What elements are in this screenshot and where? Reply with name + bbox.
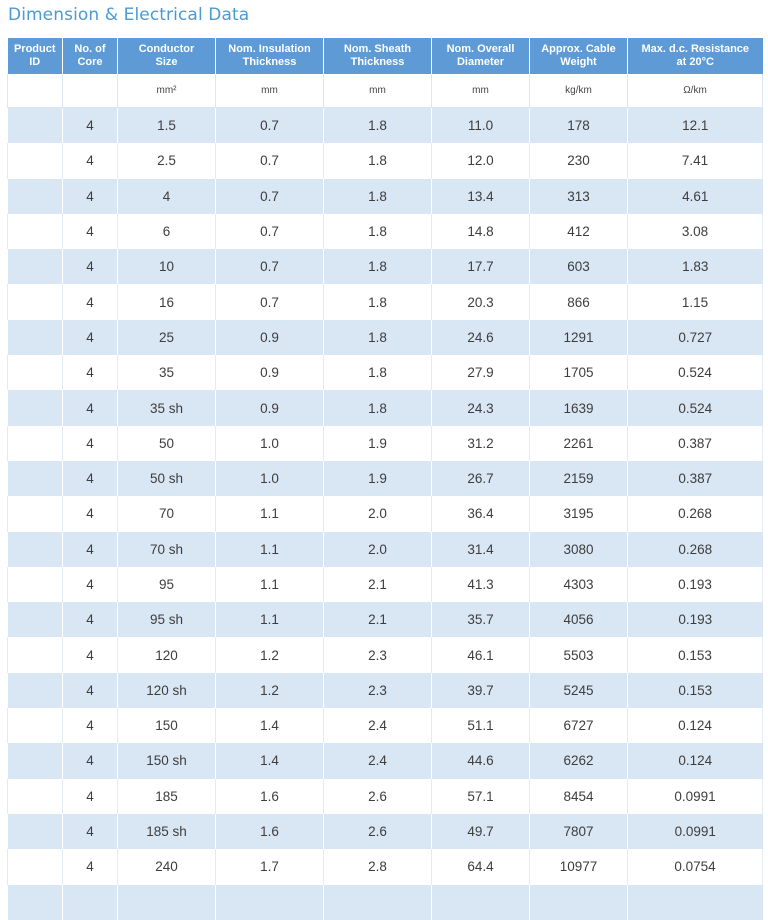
table-cell: 4 bbox=[63, 708, 118, 743]
table-row bbox=[8, 214, 763, 249]
table-row bbox=[8, 249, 763, 284]
table-cell: 120 bbox=[118, 637, 216, 672]
table-cell bbox=[8, 461, 63, 496]
table-cell bbox=[530, 885, 628, 920]
table-row bbox=[8, 673, 763, 708]
table-cell: 4 bbox=[63, 637, 118, 672]
table-cell: 0.7 bbox=[216, 108, 324, 144]
table-cell: 4 bbox=[118, 179, 216, 214]
table-cell: 1.2 bbox=[216, 673, 324, 708]
table-cell: 0.268 bbox=[628, 496, 763, 531]
unit-cell: mm bbox=[216, 74, 324, 108]
table-cell: 0.9 bbox=[216, 355, 324, 390]
table-cell bbox=[8, 708, 63, 743]
table-cell bbox=[8, 779, 63, 814]
table-cell: 1.15 bbox=[628, 284, 763, 319]
table-cell: 1.0 bbox=[216, 426, 324, 461]
table-cell: 1639 bbox=[530, 390, 628, 425]
table-cell: 0.9 bbox=[216, 320, 324, 355]
table-cell: 1.9 bbox=[324, 461, 432, 496]
header-sheath-thickness: Nom. Sheath Thickness bbox=[324, 38, 432, 74]
table-cell: 4 bbox=[63, 496, 118, 531]
table-cell: 44.6 bbox=[432, 743, 530, 778]
table-row bbox=[8, 355, 763, 390]
table-cell: 0.153 bbox=[628, 637, 763, 672]
table-cell: 0.124 bbox=[628, 708, 763, 743]
table-cell: 7.41 bbox=[628, 143, 763, 178]
table-cell: 0.153 bbox=[628, 673, 763, 708]
table-cell bbox=[8, 143, 63, 178]
table-cell: 1.1 bbox=[216, 602, 324, 637]
table-row bbox=[8, 390, 763, 425]
table-cell bbox=[8, 496, 63, 531]
unit-cell: kg/km bbox=[530, 74, 628, 108]
table-cell: 51.1 bbox=[432, 708, 530, 743]
table-row bbox=[8, 284, 763, 319]
table-cell: 35.7 bbox=[432, 602, 530, 637]
table-cell bbox=[8, 743, 63, 778]
table-cell: 1.5 bbox=[118, 108, 216, 144]
table-cell bbox=[8, 567, 63, 602]
table-cell bbox=[8, 320, 63, 355]
table-cell: 4 bbox=[63, 567, 118, 602]
table-cell: 17.7 bbox=[432, 249, 530, 284]
table-row bbox=[8, 885, 763, 920]
table-cell: 1.4 bbox=[216, 708, 324, 743]
table-row bbox=[8, 426, 763, 461]
table-cell bbox=[8, 214, 63, 249]
table-cell: 14.8 bbox=[432, 214, 530, 249]
header-insulation-thickness: Nom. Insulation Thickness bbox=[216, 38, 324, 74]
unit-cell: mm bbox=[432, 74, 530, 108]
unit-cell bbox=[8, 74, 63, 108]
table-cell: 2.0 bbox=[324, 532, 432, 567]
table-cell bbox=[118, 885, 216, 920]
table-cell bbox=[8, 673, 63, 708]
table-cell: 2261 bbox=[530, 426, 628, 461]
header-row bbox=[8, 38, 763, 74]
table-cell: 4056 bbox=[530, 602, 628, 637]
table-cell: 46.1 bbox=[432, 637, 530, 672]
table-cell: 1291 bbox=[530, 320, 628, 355]
table-row bbox=[8, 567, 763, 602]
table-cell: 0.7 bbox=[216, 249, 324, 284]
table-cell: 2.6 bbox=[324, 814, 432, 849]
table-row bbox=[8, 461, 763, 496]
table-cell: 4 bbox=[63, 743, 118, 778]
table-cell: 41.3 bbox=[432, 567, 530, 602]
table-row bbox=[8, 814, 763, 849]
table-cell bbox=[8, 284, 63, 319]
table-cell bbox=[8, 602, 63, 637]
table-cell: 1.9 bbox=[324, 426, 432, 461]
table-cell: 4 bbox=[63, 814, 118, 849]
table-row bbox=[8, 532, 763, 567]
table-cell: 20.3 bbox=[432, 284, 530, 319]
table-cell: 49.7 bbox=[432, 814, 530, 849]
table-cell: 0.7 bbox=[216, 214, 324, 249]
table-cell: 4 bbox=[63, 355, 118, 390]
table-cell: 4.61 bbox=[628, 179, 763, 214]
table-cell: 5245 bbox=[530, 673, 628, 708]
table-cell: 4 bbox=[63, 214, 118, 249]
table-cell: 1.0 bbox=[216, 461, 324, 496]
table-cell: 2.1 bbox=[324, 567, 432, 602]
table-cell: 5503 bbox=[530, 637, 628, 672]
table-cell: 0.7 bbox=[216, 284, 324, 319]
table-cell: 0.9 bbox=[216, 390, 324, 425]
table-cell: 150 bbox=[118, 708, 216, 743]
table-cell: 603 bbox=[530, 249, 628, 284]
header-cable-weight: Approx. Cable Weight bbox=[530, 38, 628, 74]
unit-cell: Ω/km bbox=[628, 74, 763, 108]
table-cell: 4 bbox=[63, 108, 118, 144]
table-cell bbox=[63, 885, 118, 920]
table-cell: 1.8 bbox=[324, 355, 432, 390]
table-row bbox=[8, 179, 763, 214]
table-cell: 4 bbox=[63, 390, 118, 425]
table-cell: 12.0 bbox=[432, 143, 530, 178]
table-row bbox=[8, 496, 763, 531]
table-cell: 1.2 bbox=[216, 637, 324, 672]
table-cell bbox=[8, 179, 63, 214]
table-cell bbox=[8, 426, 63, 461]
table-row bbox=[8, 637, 763, 672]
table-cell bbox=[8, 849, 63, 884]
table-cell: 0.193 bbox=[628, 602, 763, 637]
table-cell: 1705 bbox=[530, 355, 628, 390]
table-cell: 64.4 bbox=[432, 849, 530, 884]
table-row bbox=[8, 108, 763, 144]
table-row bbox=[8, 320, 763, 355]
table-cell: 39.7 bbox=[432, 673, 530, 708]
table-cell: 412 bbox=[530, 214, 628, 249]
table-cell bbox=[8, 637, 63, 672]
unit-cell bbox=[63, 74, 118, 108]
table-cell: 1.6 bbox=[216, 779, 324, 814]
header-overall-diameter: Nom. Overall Diameter bbox=[432, 38, 530, 74]
table-cell: 1.8 bbox=[324, 390, 432, 425]
table-cell: 0.727 bbox=[628, 320, 763, 355]
table-cell: 120 sh bbox=[118, 673, 216, 708]
table-cell bbox=[8, 885, 63, 920]
table-cell: 25 bbox=[118, 320, 216, 355]
table-cell: 95 sh bbox=[118, 602, 216, 637]
table-cell: 26.7 bbox=[432, 461, 530, 496]
table-cell: 0.0754 bbox=[628, 849, 763, 884]
table-cell: 4 bbox=[63, 143, 118, 178]
table-cell: 1.1 bbox=[216, 567, 324, 602]
table-cell bbox=[8, 390, 63, 425]
table-cell: 6727 bbox=[530, 708, 628, 743]
table-cell: 1.6 bbox=[216, 814, 324, 849]
table-cell: 13.4 bbox=[432, 179, 530, 214]
table-cell: 11.0 bbox=[432, 108, 530, 144]
table-cell: 1.8 bbox=[324, 320, 432, 355]
table-cell: 4 bbox=[63, 779, 118, 814]
table-cell: 6 bbox=[118, 214, 216, 249]
header-conductor-size: Conductor Size bbox=[118, 38, 216, 74]
table-cell: 4 bbox=[63, 284, 118, 319]
table-cell: 2.8 bbox=[324, 849, 432, 884]
table-cell: 10977 bbox=[530, 849, 628, 884]
table-cell: 0.124 bbox=[628, 743, 763, 778]
table-row bbox=[8, 743, 763, 778]
table-cell: 70 sh bbox=[118, 532, 216, 567]
table-cell bbox=[8, 108, 63, 144]
table-cell: 1.1 bbox=[216, 532, 324, 567]
table-cell: 1.1 bbox=[216, 496, 324, 531]
table-cell: 3.08 bbox=[628, 214, 763, 249]
table-cell: 12.1 bbox=[628, 108, 763, 144]
table-cell bbox=[8, 249, 63, 284]
table-cell: 27.9 bbox=[432, 355, 530, 390]
table-cell bbox=[8, 532, 63, 567]
table-cell: 35 bbox=[118, 355, 216, 390]
table-cell: 0.524 bbox=[628, 355, 763, 390]
table-cell: 4 bbox=[63, 426, 118, 461]
table-cell: 57.1 bbox=[432, 779, 530, 814]
table-cell: 1.8 bbox=[324, 214, 432, 249]
table-cell: 2.4 bbox=[324, 743, 432, 778]
table-cell: 2159 bbox=[530, 461, 628, 496]
table-cell: 1.8 bbox=[324, 179, 432, 214]
table-cell: 0.0991 bbox=[628, 779, 763, 814]
table-cell: 2.3 bbox=[324, 637, 432, 672]
table-cell: 1.8 bbox=[324, 143, 432, 178]
unit-cell: mm² bbox=[118, 74, 216, 108]
table-cell: 0.193 bbox=[628, 567, 763, 602]
table-cell: 7807 bbox=[530, 814, 628, 849]
table-cell: 0.387 bbox=[628, 426, 763, 461]
header-product-id: Product ID bbox=[8, 38, 63, 74]
page-title: Dimension & Electrical Data bbox=[8, 5, 250, 25]
table-cell: 0.7 bbox=[216, 179, 324, 214]
table-cell bbox=[8, 355, 63, 390]
table-cell: 1.8 bbox=[324, 108, 432, 144]
table-cell: 2.0 bbox=[324, 496, 432, 531]
table-cell: 16 bbox=[118, 284, 216, 319]
table-cell bbox=[216, 885, 324, 920]
unit-cell: mm bbox=[324, 74, 432, 108]
table-cell: 1.8 bbox=[324, 284, 432, 319]
table-cell: 866 bbox=[530, 284, 628, 319]
table-cell: 185 bbox=[118, 779, 216, 814]
table-row bbox=[8, 708, 763, 743]
table-cell: 1.83 bbox=[628, 249, 763, 284]
table-cell: 4 bbox=[63, 532, 118, 567]
table-row bbox=[8, 779, 763, 814]
table-cell: 8454 bbox=[530, 779, 628, 814]
header-no-of-core: No. of Core bbox=[63, 38, 118, 74]
table-cell bbox=[324, 885, 432, 920]
table-cell: 2.1 bbox=[324, 602, 432, 637]
table-cell: 3195 bbox=[530, 496, 628, 531]
table-cell: 31.2 bbox=[432, 426, 530, 461]
table-cell: 6262 bbox=[530, 743, 628, 778]
table-cell: 1.7 bbox=[216, 849, 324, 884]
table-cell: 70 bbox=[118, 496, 216, 531]
table-cell: 36.4 bbox=[432, 496, 530, 531]
table-cell: 31.4 bbox=[432, 532, 530, 567]
table-cell bbox=[432, 885, 530, 920]
table-cell: 1.8 bbox=[324, 249, 432, 284]
table-cell: 2.4 bbox=[324, 708, 432, 743]
table-cell: 1.4 bbox=[216, 743, 324, 778]
table-cell: 4 bbox=[63, 179, 118, 214]
table-cell: 150 sh bbox=[118, 743, 216, 778]
table-cell: 24.6 bbox=[432, 320, 530, 355]
table-cell bbox=[8, 814, 63, 849]
table-cell: 2.5 bbox=[118, 143, 216, 178]
table-cell bbox=[628, 885, 763, 920]
table-cell: 2.6 bbox=[324, 779, 432, 814]
table-cell: 95 bbox=[118, 567, 216, 602]
table-cell: 185 sh bbox=[118, 814, 216, 849]
dimension-electrical-table bbox=[7, 38, 763, 920]
table-cell: 2.3 bbox=[324, 673, 432, 708]
table-cell: 4 bbox=[63, 320, 118, 355]
table-cell: 35 sh bbox=[118, 390, 216, 425]
table-cell: 4 bbox=[63, 673, 118, 708]
table-cell: 0.524 bbox=[628, 390, 763, 425]
table-cell: 4 bbox=[63, 849, 118, 884]
table-cell: 230 bbox=[530, 143, 628, 178]
table-cell: 50 bbox=[118, 426, 216, 461]
table-cell: 10 bbox=[118, 249, 216, 284]
table-cell: 4 bbox=[63, 461, 118, 496]
table-cell: 178 bbox=[530, 108, 628, 144]
units-row bbox=[8, 74, 763, 108]
table-body bbox=[8, 108, 763, 920]
table-row bbox=[8, 602, 763, 637]
table-cell: 3080 bbox=[530, 532, 628, 567]
table-cell: 50 sh bbox=[118, 461, 216, 496]
table-row bbox=[8, 143, 763, 178]
table-cell: 0.7 bbox=[216, 143, 324, 178]
table-cell: 313 bbox=[530, 179, 628, 214]
table-row bbox=[8, 849, 763, 884]
header-dc-resistance: Max. d.c. Resistance at 20°C bbox=[628, 38, 763, 74]
table-cell: 4 bbox=[63, 602, 118, 637]
table-cell: 4 bbox=[63, 249, 118, 284]
table-cell: 0.0991 bbox=[628, 814, 763, 849]
table-cell: 24.3 bbox=[432, 390, 530, 425]
table-cell: 4303 bbox=[530, 567, 628, 602]
table-cell: 0.387 bbox=[628, 461, 763, 496]
table-cell: 240 bbox=[118, 849, 216, 884]
table-cell: 0.268 bbox=[628, 532, 763, 567]
